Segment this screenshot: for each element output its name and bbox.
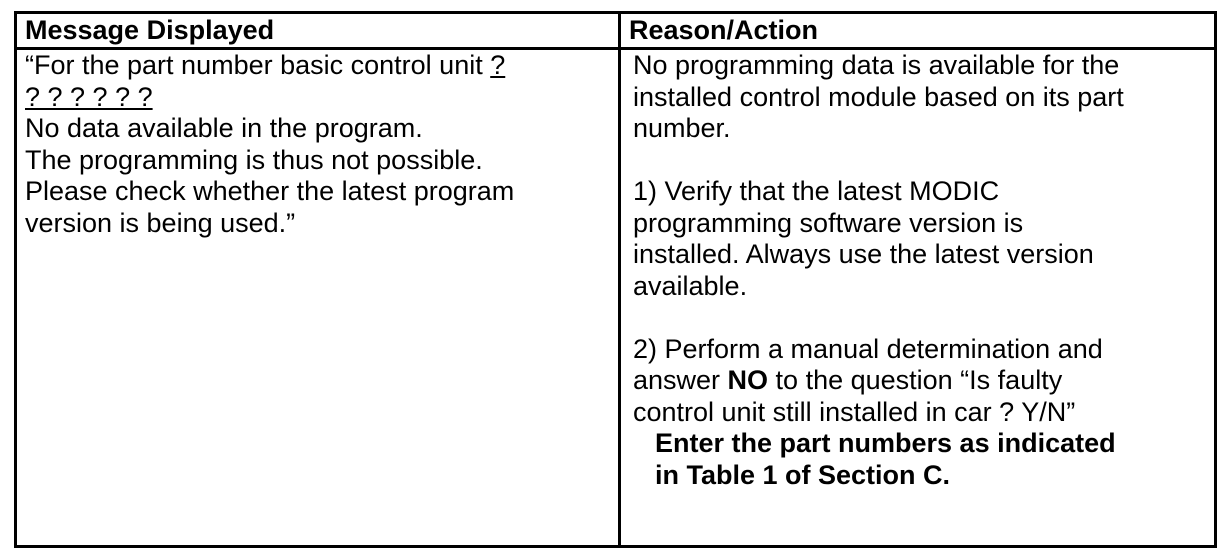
message-line-3: No data available in the program. (25, 113, 423, 143)
reason-p2-line-4: available. (633, 270, 748, 301)
reason-p1-line-3: number. (633, 113, 731, 143)
reason-p1-line-1: No programming data is available for the (633, 50, 1120, 80)
message-cell (17, 50, 621, 545)
reason-p2-line-3: installed. Always use the latest version (633, 239, 1094, 269)
reason-p3-line-5: in Table 1 of Section C. (655, 459, 951, 490)
reason-p3-line-2: answer NO to the question “Is faulty (633, 365, 1063, 395)
reason-p1-line-2: installed control module based on its part (633, 81, 1124, 112)
message-line-1: “For the part number basic control unit ? (25, 50, 506, 80)
reason-p3-line-3: control unit still installed in car ? Y/N” (633, 396, 1076, 427)
message-line-5: Please check whether the latest program (25, 176, 515, 206)
part-number-placeholder: ? (490, 50, 506, 80)
paragraph-gap (633, 302, 1206, 334)
no-answer-emphasis: NO (727, 365, 769, 395)
reason-p2-line-1: 1) Verify that the latest MODIC (633, 176, 1000, 206)
reason-cell (621, 50, 1214, 545)
header-message-displayed: Message Displayed (17, 14, 621, 50)
message-reason-table (14, 11, 1217, 548)
part-number-placeholder-line: ? ? ? ? ? ? (25, 81, 153, 112)
message-line-6: version is being used.” (25, 207, 296, 238)
paragraph-gap (633, 145, 1206, 177)
reason-p3-line-4: Enter the part numbers as indicated (655, 428, 1116, 458)
reason-p2-line-2: programming software version is (633, 207, 1024, 238)
message-line-4: The programming is thus not possible. (25, 144, 483, 175)
header-reason-action: Reason/Action (621, 14, 1214, 50)
reason-p3-line-1: 2) Perform a manual determination and (633, 333, 1103, 364)
